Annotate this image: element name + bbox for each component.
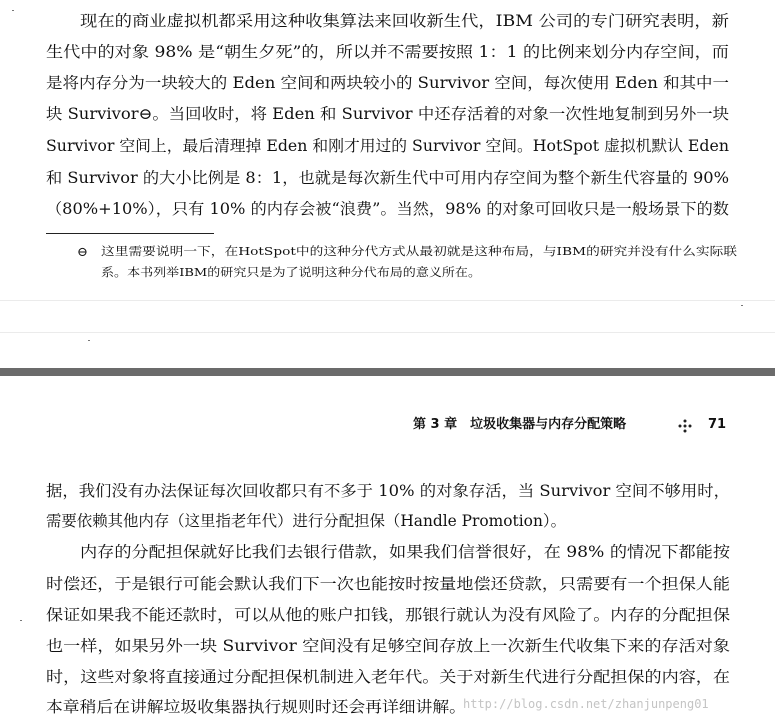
top-paragraph-line-1: 现在的商业虚拟机都采用这种收集算法来回收新生代，IBM 公司的专门研究表明，新 [80,12,730,30]
scan-speck [20,620,22,621]
scan-line-2 [0,332,775,333]
top-paragraph-line-7: （80%+10%），只有 10% 的内存会被“浪费”。当然，98% 的对象可回收只是一般场景下的数 [46,200,729,218]
footnote-line-2: 系。本书列举IBM的研究只是为了说明这种分代布局的意义所在。 [101,265,481,279]
scan-speck [12,10,14,11]
bottom-paragraph-line-6: 也一样，如果另外一块 Survivor 空间没有足够空间存放上一次新生代收集下来的存活对象 [46,637,730,655]
running-head: 第 3 章 垃圾收集器与内存分配策略 [413,417,627,432]
bottom-paragraph-line-7: 时，这些对象将直接通过分配担保机制进入老年代。关于对新生代进行分配担保的内容，在 [46,668,731,686]
bottom-paragraph-line-4: 时偿还，于是银行可能会默认我们下一次也能按时按量地偿还贷款，只需要有一个担保人能 [46,575,731,593]
top-paragraph-line-3: 是将内存分为一块较大的 Eden 空间和两块较小的 Survivor 空间，每次使用 Eden 和其中一 [46,74,729,92]
bottom-paragraph-line-8: 本章稍后在讲解垃圾收集器执行规则时还会再详细讲解。 [46,698,466,716]
bottom-paragraph-line-5: 保证如果我不能还款时，可以从他的账户扣钱，那银行就认为没有风险了。内存的分配担保 [46,606,731,624]
footnote-line-1: 这里需要说明一下，在HotSpot中的这种分代方式从最初就是这种布局，与IBM的研究并没有什么实际联 [101,244,738,258]
footnote-marker: ⊖ [77,245,88,260]
watermark-url: http://blog.csdn.net/zhanjunpeng01 [463,697,709,711]
footnote-rule [46,233,214,234]
scan-speck [741,305,743,306]
top-paragraph-line-4: 块 Survivor⊖。当回收时，将 Eden 和 Survivor 中还存活着的对象一次性地复制到另外一块 [46,105,729,123]
bottom-paragraph-line-1: 据，我们没有办法保证每次回收都只有不多于 10% 的对象存活，当 Survivor 空间不够用时， [46,482,730,500]
page-number: 71 [708,417,727,432]
bottom-paragraph-line-3: 内存的分配担保就好比我们去银行借款，如果我们信誉很好，在 98% 的情况下都能按 [80,543,731,561]
bottom-paragraph-line-2: 需要依赖其他内存（这里指老年代）进行分配担保（Handle Promotion）。 [46,512,566,530]
top-paragraph-line-5: Survivor 空间上，最后清理掉 Eden 和刚才用过的 Survivor 空间。HotSpot 虚拟机默认 Eden [46,137,730,155]
diamond-dots-icon [678,419,692,433]
scan-speck [88,340,90,341]
scan-line-1 [0,300,775,301]
top-paragraph-line-2: 生代中的对象 98% 是“朝生夕死”的，所以并不需要按照 1：1 的比例来划分内存空间，而 [46,43,729,61]
page-separator [0,368,775,376]
top-paragraph-line-6: 和 Survivor 的大小比例是 8：1，也就是每次新生代中可用内存空间为整个新生代容量的 90% [46,169,730,187]
